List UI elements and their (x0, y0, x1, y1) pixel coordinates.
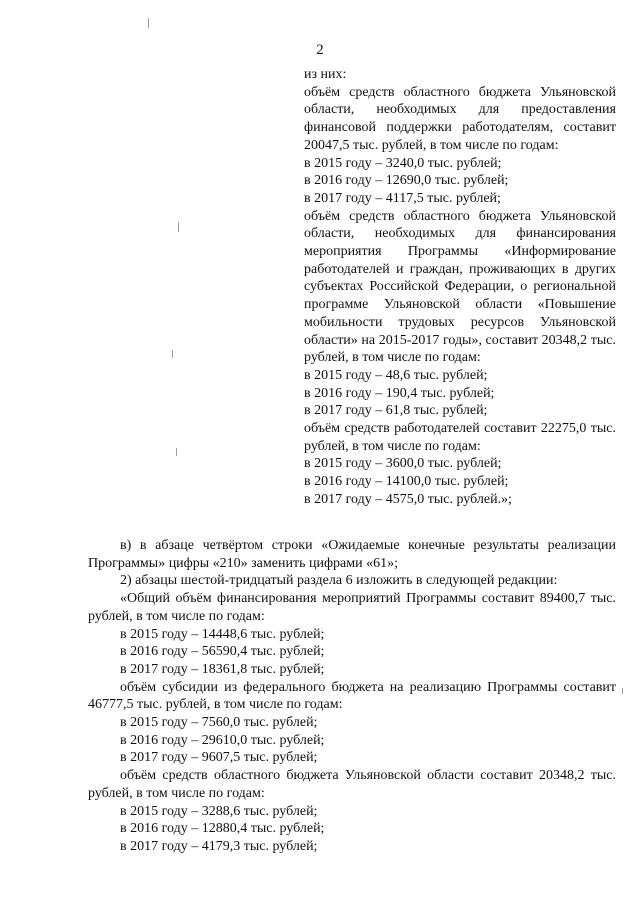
year-line: в 2017 году – 18361,8 тыс. рублей; (120, 661, 325, 677)
page-number: 2 (316, 42, 324, 58)
scan-mark (622, 688, 623, 694)
year-line: в 2015 году – 3600,0 тыс. рублей; (304, 456, 502, 472)
year-line: в 2016 году – 12690,0 тыс. рублей; (304, 173, 509, 189)
year-line: в 2015 году – 14448,6 тыс. рублей; (120, 626, 325, 642)
scan-mark (178, 222, 179, 232)
paragraph: объём средств областного бюджета Ульяновской области, необходимых для предоставления финансовой поддержки работодателям, составит 20047,5 тыс. рублей, в том числе по годам: (304, 84, 616, 153)
body-text (88, 537, 616, 856)
scan-mark (148, 18, 149, 28)
year-line: в 2017 году – 61,8 тыс. рублей; (304, 403, 488, 419)
year-line: в 2015 году – 48,6 тыс. рублей; (304, 367, 488, 383)
paragraph: «Общий объём финансирования мероприятий Программы составит 89400,7 тыс. рублей, в том числе по годам: (88, 591, 616, 624)
year-line: в 2015 году – 3240,0 тыс. рублей; (304, 155, 502, 171)
year-line: в 2017 году – 4575,0 тыс. рублей.»; (304, 491, 512, 507)
year-line: в 2016 году – 12880,4 тыс. рублей; (120, 821, 325, 837)
paragraph: объём средств работодателей составит 22275,0 тыс. рублей, в том числе по годам: (304, 421, 616, 454)
year-line: в 2016 году – 29610,0 тыс. рублей; (120, 732, 325, 748)
paragraph: в) в абзаце четвёртом строки «Ожидаемые конечные результаты реализации Программы» цифры «210» заменить цифрами «61»; (88, 538, 616, 571)
paragraph: 2) абзацы шестой-тридцатый раздела 6 изложить в следующей редакции: (120, 573, 558, 589)
paragraph: объём средств областного бюджета Ульяновской области составит 20348,2 тыс. рублей, в том числе по годам: (88, 768, 616, 801)
year-line: в 2016 году – 14100,0 тыс. рублей; (304, 474, 509, 490)
year-line: в 2016 году – 56590,4 тыс. рублей; (120, 644, 325, 660)
year-line: в 2015 году – 7560,0 тыс. рублей; (120, 715, 318, 731)
year-line: в 2015 году – 3288,6 тыс. рублей; (120, 803, 318, 819)
right-column-text (304, 66, 616, 509)
year-line: в 2017 году – 4117,5 тыс. рублей; (304, 190, 501, 206)
year-line: в 2016 году – 190,4 тыс. рублей; (304, 385, 495, 401)
paragraph: объём субсидии из федерального бюджета на реализацию Программы составит 46777,5 тыс. рублей, в том числе по годам: (88, 679, 616, 713)
scan-mark (176, 448, 177, 456)
paragraph: объём средств областного бюджета Ульяновской области, необходимых для финансирования мероприятия Программы «Информирование работодателей и граждан, проживающих в других субъектах Российской Федерации, о региональной программе Ульяновской области «Повышение мобильности трудовых ресурсов Ульяновской области» на 2015-2017 годы», составит 20348,2 тыс. рублей, в том числе по годам: (304, 208, 616, 366)
paragraph: из них: (304, 67, 347, 82)
year-line: в 2017 году – 9607,5 тыс. рублей; (120, 750, 318, 766)
scan-mark (172, 350, 173, 358)
year-line: в 2017 году – 4179,3 тыс. рублей; (120, 838, 318, 854)
